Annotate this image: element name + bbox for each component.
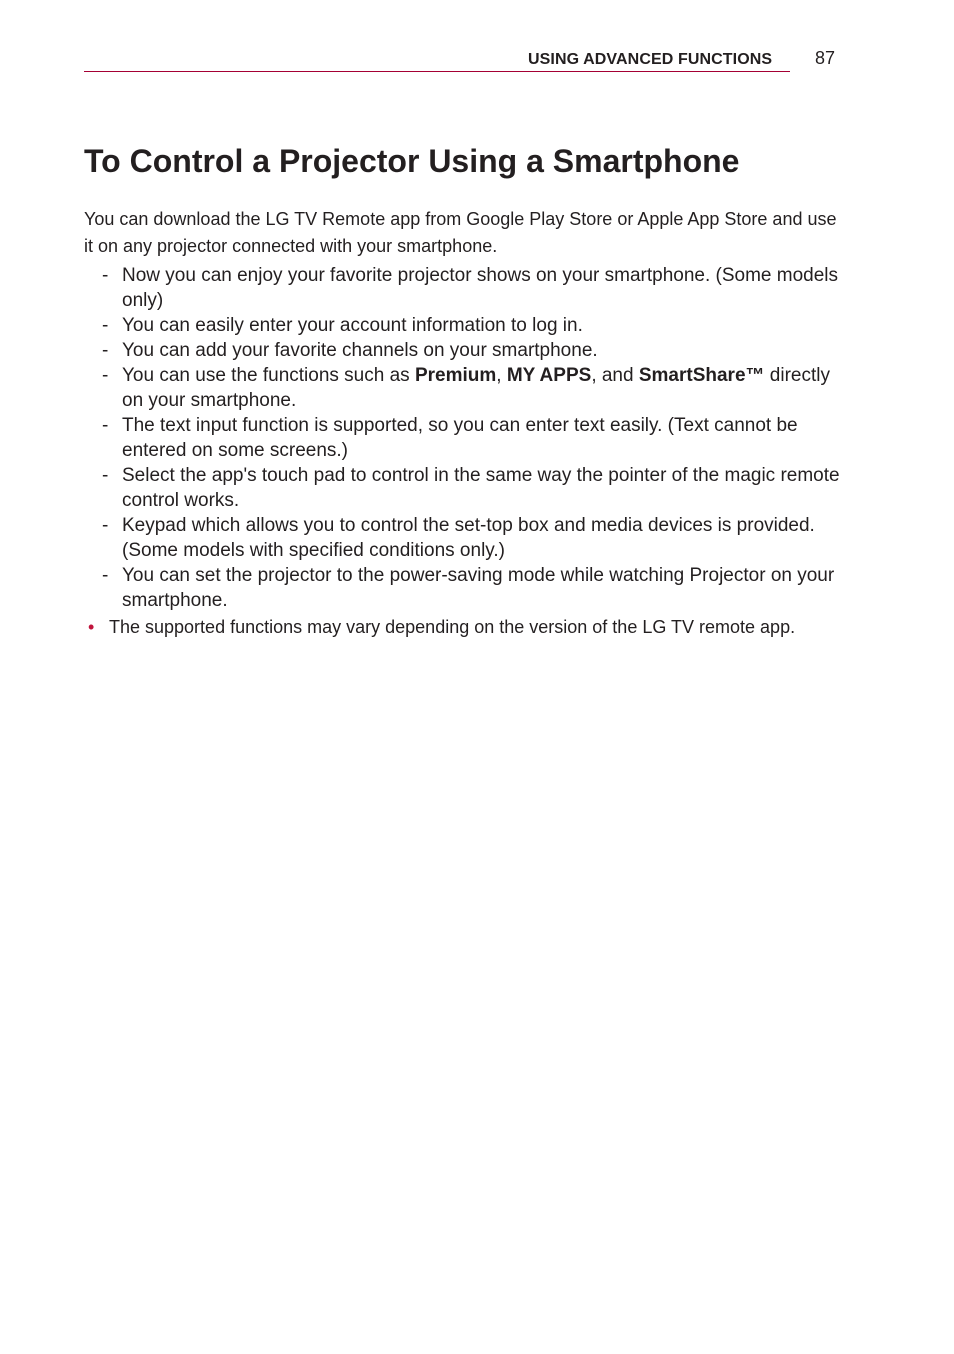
- smartshare-label: SmartShare™: [638, 365, 765, 386]
- dash-marker: -: [102, 515, 109, 536]
- intro-paragraph: You can download the LG TV Remote app from Google Play Store or Apple App Store and use it on any projector connected with your smartphone.: [84, 209, 837, 256]
- list-item: [84, 463, 844, 513]
- dash-marker: -: [102, 265, 109, 286]
- feature-list: [84, 263, 844, 613]
- list-item-text: Keypad which allows you to control the set-top box and media devices is provided. (Some models with specified conditions only.): [122, 515, 815, 561]
- dash-marker: -: [102, 565, 109, 586]
- list-item-text: , and: [591, 365, 639, 386]
- list-item-text: Now you can enjoy your favorite projector shows on your smartphone. (Some models only): [122, 265, 839, 311]
- note-text: The supported functions may vary depending on the version of the LG TV remote app.: [109, 617, 796, 637]
- list-item: [84, 263, 844, 313]
- list-item: [84, 563, 844, 613]
- page-number: 87: [815, 48, 836, 68]
- header-divider: [84, 71, 790, 72]
- list-item-text: You can add your favorite channels on your smartphone.: [122, 340, 598, 361]
- dash-marker: -: [102, 415, 109, 436]
- list-item-text: ,: [496, 365, 507, 386]
- header-section-title: USING ADVANCED FUNCTIONS: [528, 51, 773, 68]
- list-item-text: You can set the projector to the power-saving mode while watching Projector on your smartphone.: [122, 565, 835, 611]
- list-item: [84, 363, 844, 413]
- my-apps-label: MY APPS: [506, 365, 592, 386]
- dash-marker: -: [102, 365, 109, 386]
- note: [84, 614, 849, 641]
- dash-marker: -: [102, 465, 109, 486]
- note-bullet-icon: •: [88, 617, 95, 637]
- list-item: [84, 413, 844, 463]
- premium-label: Premium: [414, 365, 497, 386]
- list-item-text: You can use the functions such as: [122, 365, 415, 386]
- list-item: [84, 513, 844, 563]
- dash-marker: -: [102, 340, 109, 361]
- dash-marker: -: [102, 315, 109, 336]
- list-item-text: Select the app's touch pad to control in the same way the pointer of the magic remote control works.: [122, 465, 840, 511]
- list-item-text: The text input function is supported, so you can enter text easily. (Text cannot be entered on some screens.): [122, 415, 798, 461]
- list-item-text: directly on your smartphone.: [122, 365, 830, 411]
- list-item-text: You can easily enter your account information to log in.: [122, 315, 583, 336]
- list-item: [84, 338, 844, 363]
- page-title: To Control a Projector Using a Smartphone: [84, 143, 740, 179]
- list-item: [84, 313, 844, 338]
